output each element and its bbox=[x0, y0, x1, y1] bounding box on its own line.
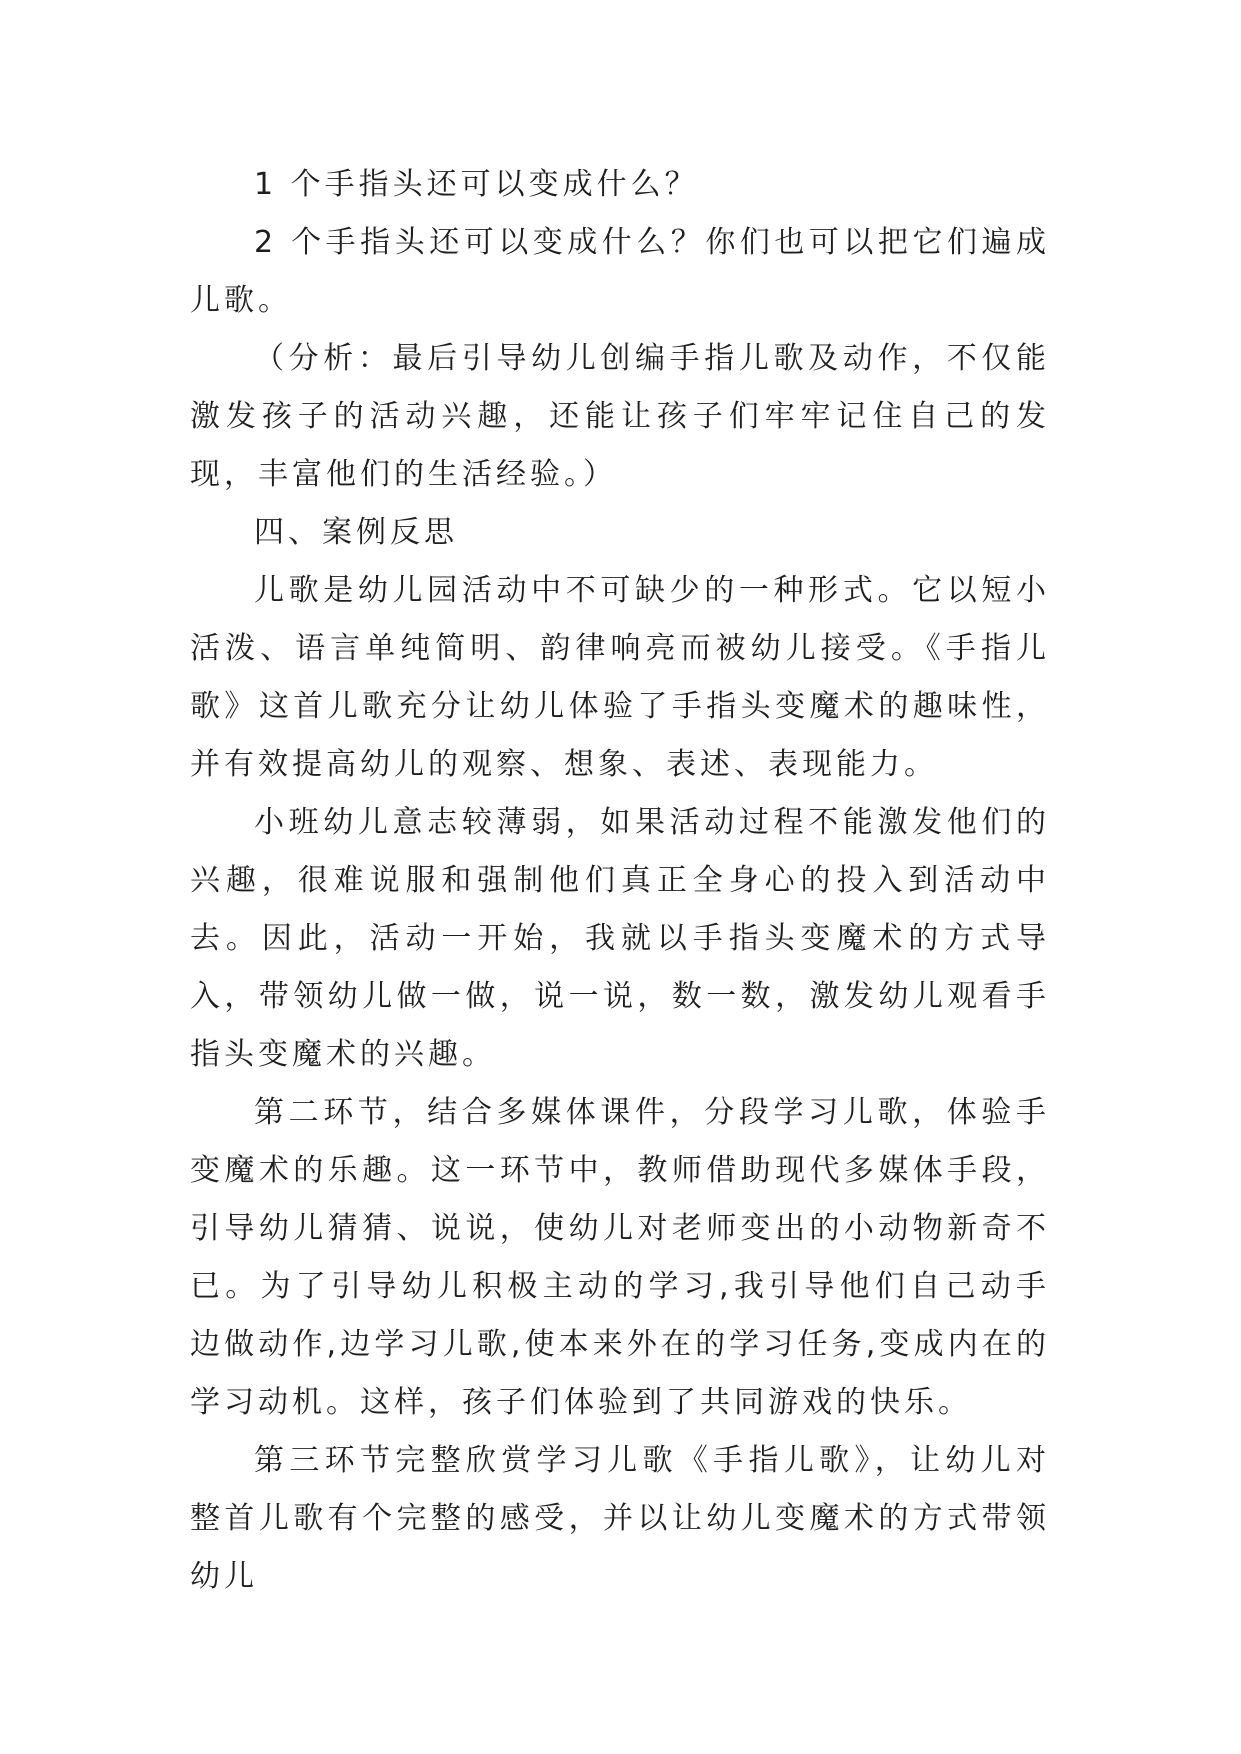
section-heading-case-reflection: 四、案例反思 bbox=[254, 515, 458, 550]
paragraph-small-class: 小班幼儿意志较薄弱，如果活动过程不能激发他们的兴趣，很难说服和强制他们真正全身心的投入到活动中去。因此，活动一开始，我就以手指头变魔术的方式导入，带领幼儿做一做，说一说，数一数，激发幼儿观看手指头变魔术的兴趣。 bbox=[190, 805, 1050, 1072]
paragraph-third-stage: 第三环节完整欣赏学习儿歌《手指儿歌》，让幼儿对整首儿歌有个完整的感受，并以让幼儿变魔术的方式带领幼儿 bbox=[190, 1443, 1050, 1594]
paragraph-analysis: （分析：最后引导幼儿创编手指儿歌及动作，不仅能激发孩子的活动兴趣，还能让孩子们牢牢记住自己的发现，丰富他们的生活经验。） bbox=[190, 341, 1050, 492]
document-body bbox=[190, 156, 1050, 1606]
paragraph-one-finger: 1 个手指头还可以变成什么？ bbox=[254, 167, 699, 202]
paragraph-second-stage: 第二环节，结合多媒体课件，分段学习儿歌，体验手变魔术的乐趣。这一环节中，教师借助现代多媒体手段，引导幼儿猜猜、说说，使幼儿对老师变出的小动物新奇不已。为了引导幼儿积极主动的学习,我引导他们自己动手边做动作,边学习儿歌,使本来外在的学习任务,变成内在的学习动机。这样，孩子们体验到了共同游戏的快乐。 bbox=[190, 1095, 1050, 1420]
paragraph-two-fingers: 2 个手指头还可以变成什么？你们也可以把它们遍成儿歌。 bbox=[190, 225, 1050, 318]
paragraph-reflection-intro: 儿歌是幼儿园活动中不可缺少的一种形式。它以短小活泼、语言单纯简明、韵律响亮而被幼儿接受。《手指儿歌》这首儿歌充分让幼儿体验了手指头变魔术的趣味性，并有效提高幼儿的观察、想象、表述、表现能力。 bbox=[190, 573, 1050, 782]
